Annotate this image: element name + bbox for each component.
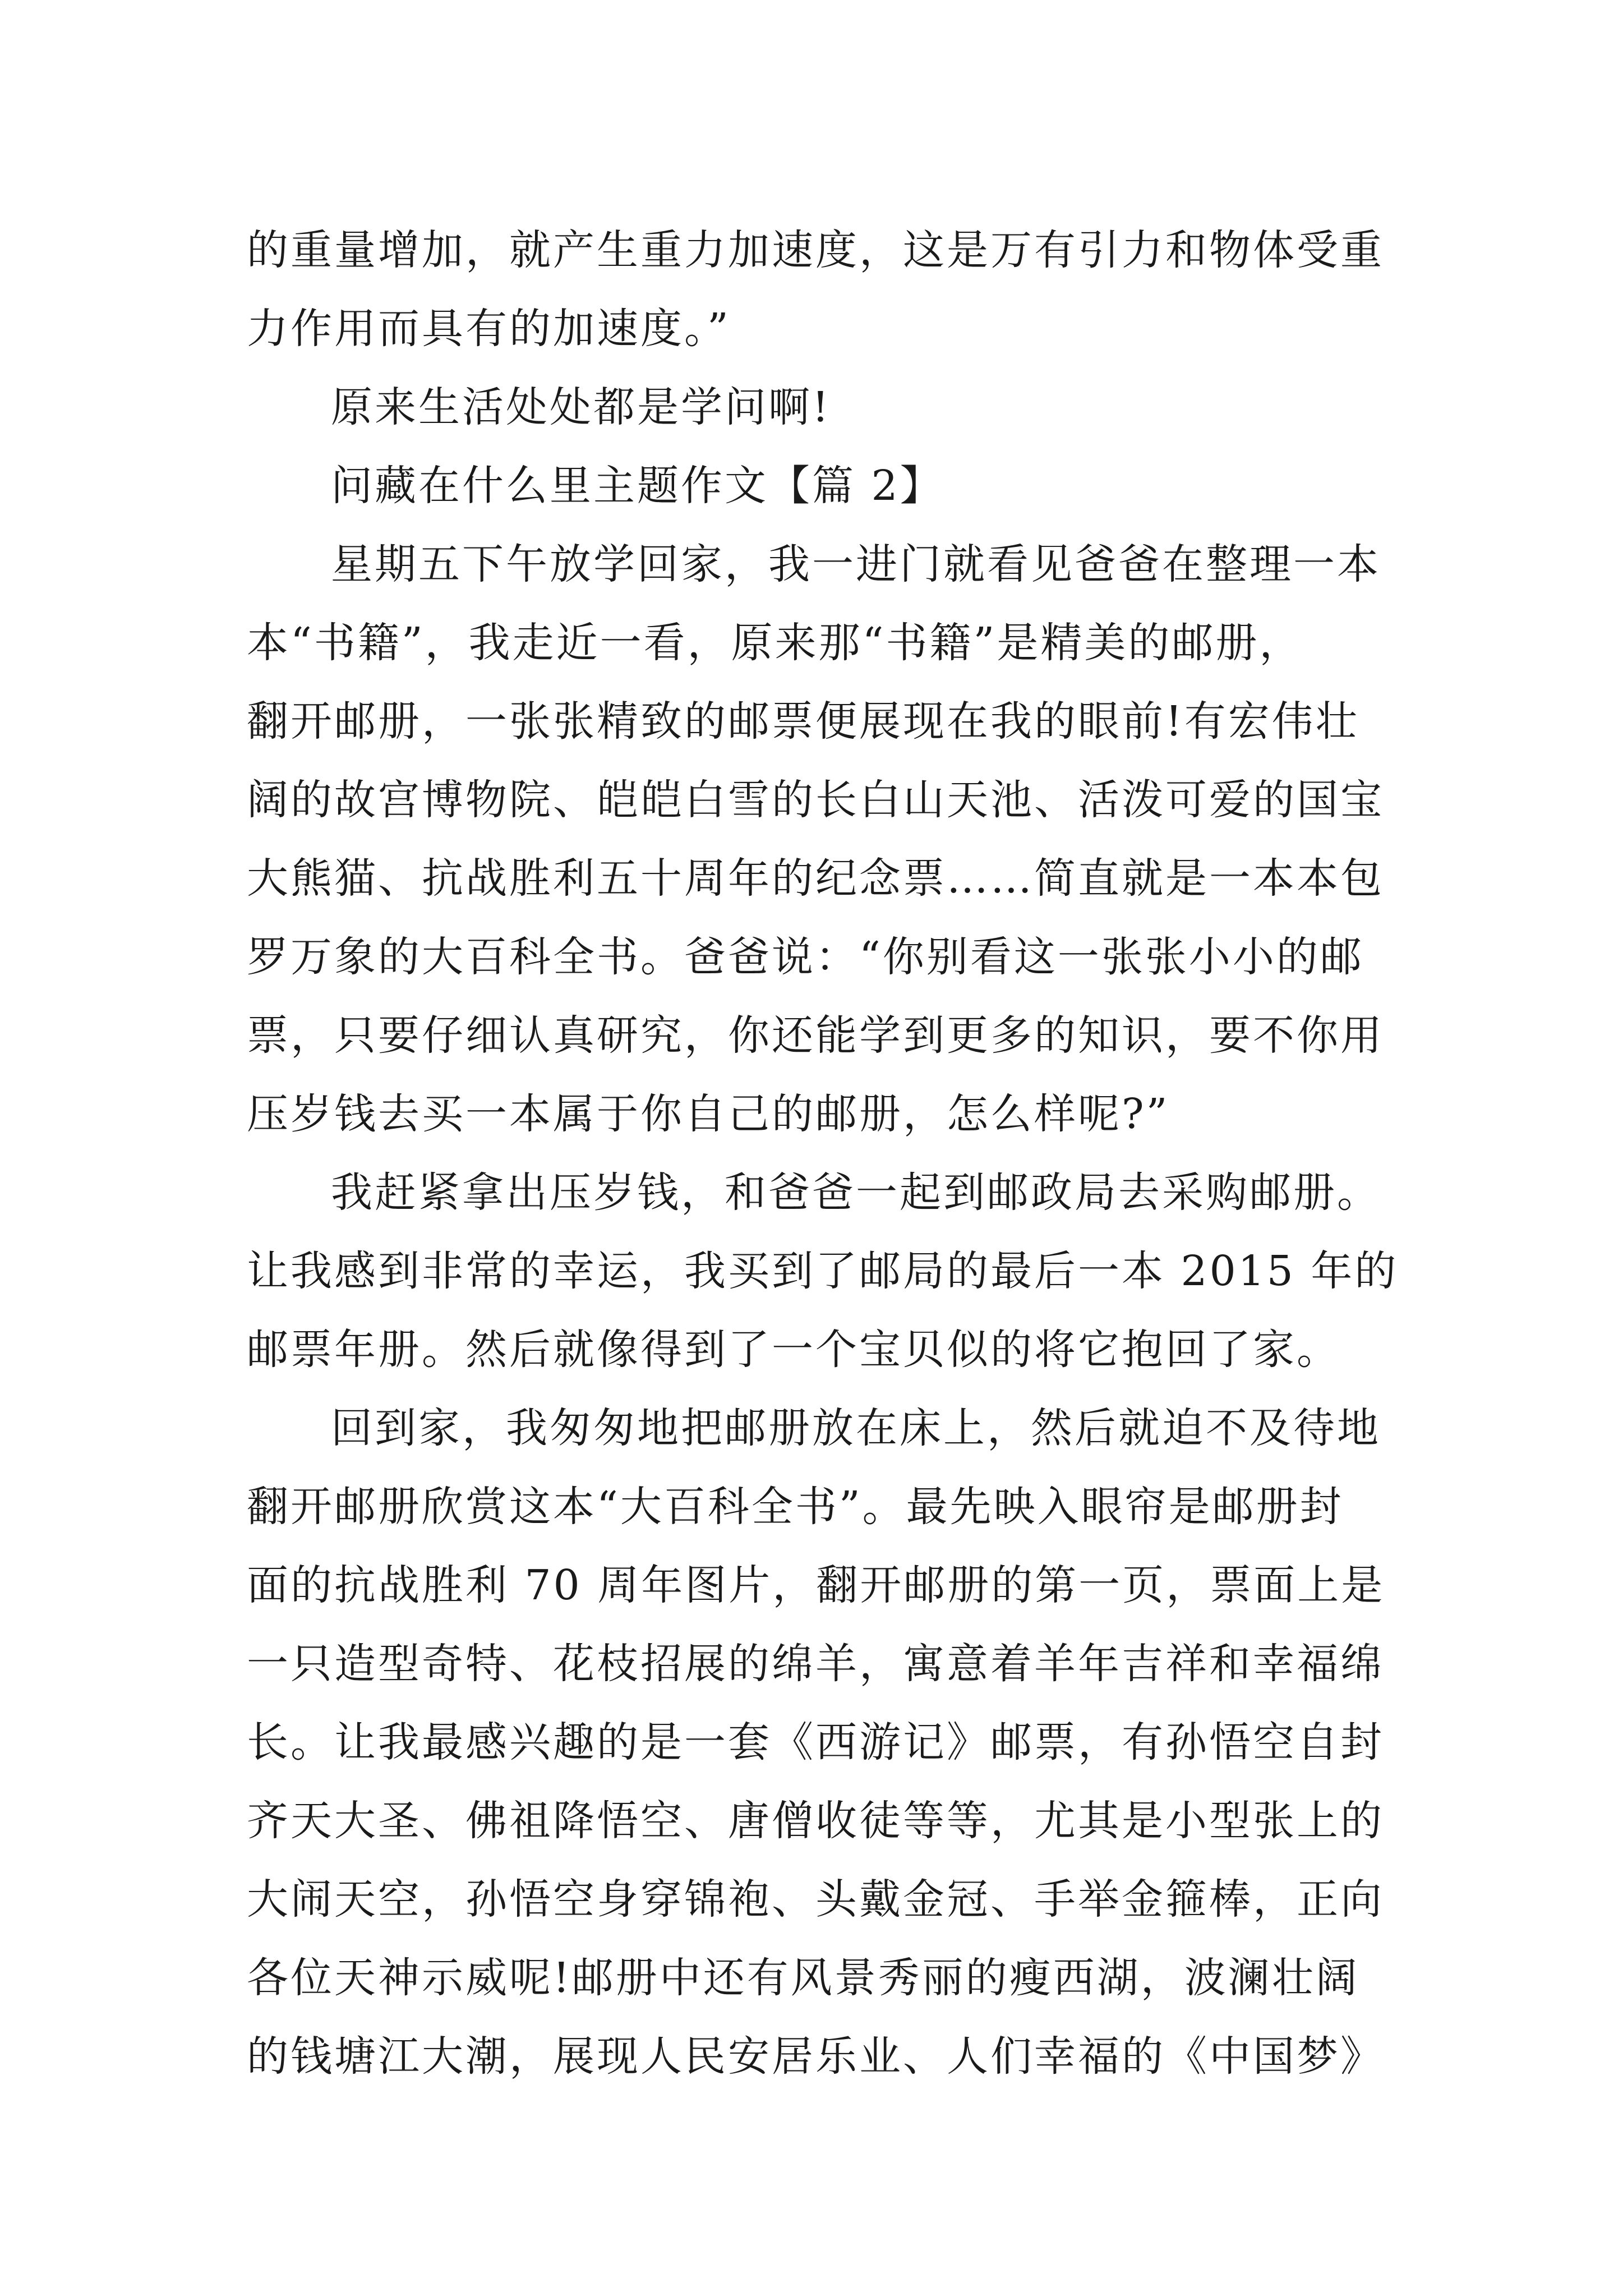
text-line: 我赶紧拿出压岁钱，和爸爸一起到邮政局去采购邮册。 (331, 1168, 1381, 1217)
text-line: 长。让我最感兴趣的是一套《西游记》邮票，有孙悟空自封 (247, 1718, 1384, 1766)
text-line: 一只造型奇特、花枝招展的绵羊，寓意着羊年吉祥和幸福绵 (247, 1640, 1384, 1688)
text-line: 星期五下午放学回家，我一进门就看见爸爸在整理一本 (331, 540, 1381, 588)
body-text (247, 211, 1419, 2096)
text-line: 原来生活处处都是学问啊! (331, 383, 831, 431)
text-line: 的重量增加，就产生重力加速度，这是万有引力和物体受重 (247, 226, 1384, 274)
text-line: 本“书籍”，我走近一看，原来那“书籍”是精美的邮册， (247, 619, 1303, 667)
text-line: 大闹天空，孙悟空身穿锦袍、头戴金冠、手举金箍棒，正向 (247, 1875, 1384, 1924)
text-line: 阔的故宫博物院、皑皑白雪的长白山天池、活泼可爱的国宝 (247, 776, 1384, 824)
text-line: 齐天大圣、佛祖降悟空、唐僧收徒等等，尤其是小型张上的 (247, 1797, 1384, 1845)
text-line: 各位天神示威呢!邮册中还有风景秀丽的瘦西湖，波澜壮阔 (247, 1954, 1359, 2002)
text-line: 力作用而具有的加速度。” (247, 305, 731, 353)
text-line: 面的抗战胜利 70 周年图片，翻开邮册的第一页，票面上是 (247, 1561, 1385, 1609)
text-line: 罗万象的大百科全书。爸爸说：“你别看这一张张小小的邮 (247, 933, 1364, 981)
text-line: 回到家，我匆匆地把邮册放在床上，然后就迫不及待地 (331, 1404, 1381, 1452)
section-heading: 问藏在什么里主题作文【篇 2】 (331, 462, 944, 510)
text-line: 翻开邮册欣赏这本“大百科全书”。最先映入眼帘是邮册封 (247, 1483, 1344, 1531)
text-line: 的钱塘江大潮，展现人民安居乐业、人们幸福的《中国梦》 (247, 2032, 1384, 2081)
text-line: 压岁钱去买一本属于你自己的邮册，怎么样呢?” (247, 1090, 1170, 1138)
text-line: 让我感到非常的幸运，我买到了邮局的最后一本 2015 年的 (247, 1247, 1399, 1295)
text-line: 票，只要仔细认真研究，你还能学到更多的知识，要不你用 (247, 1011, 1384, 1060)
text-line: 邮票年册。然后就像得到了一个宝贝似的将它抱回了家。 (247, 1326, 1340, 1374)
text-line: 大熊猫、抗战胜利五十周年的纪念票……简直就是一本本包 (247, 854, 1384, 903)
text-line: 翻开邮册，一张张精致的邮票便展现在我的眼前!有宏伟壮 (247, 697, 1359, 746)
